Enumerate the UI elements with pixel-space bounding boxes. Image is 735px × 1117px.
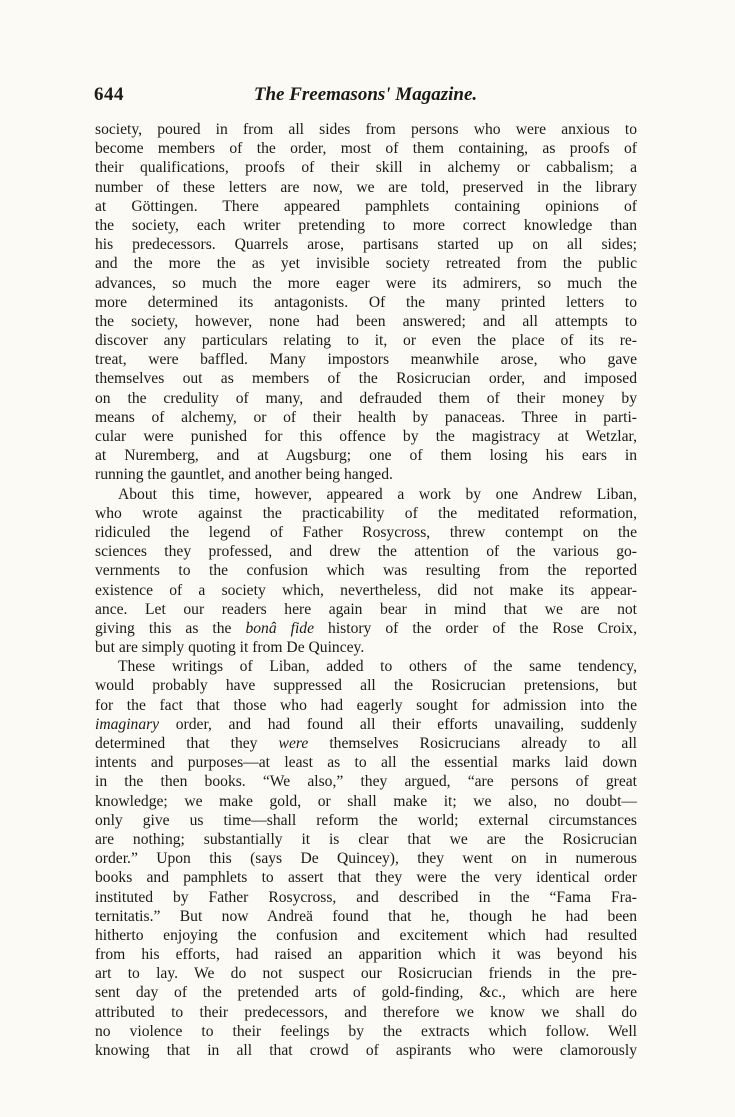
text-line: order.” Upon this (says De Quincey), they went on in numerous bbox=[95, 850, 637, 868]
text-line: instituted by Father Rosycross, and described in the “Fama Fra- bbox=[95, 888, 637, 906]
text-line: themselves out as members of the Rosicrucian order, and imposed bbox=[95, 370, 637, 388]
text-line: existence of a society which, nevertheless, did not make its appear- bbox=[95, 581, 637, 599]
text-line: sciences they professed, and drew the attention of the various go- bbox=[95, 543, 637, 561]
text-line: more determined its antagonists. Of the many printed letters to bbox=[95, 293, 637, 311]
text-line: ternitatis.” But now Andreä found that he, though he had been bbox=[95, 907, 637, 925]
text-line: discover any particulars relating to it, or even the place of its re- bbox=[95, 332, 637, 350]
text-line: for the fact that those who had eagerly sought for admission into the bbox=[95, 696, 637, 714]
text-line: his predecessors. Quarrels arose, partisans started up on all sides; bbox=[95, 236, 637, 254]
text-line: knowing that in all that crowd of aspirants who were clamorously bbox=[95, 1042, 637, 1059]
text-line: no violence to their feelings by the extracts which follow. Well bbox=[95, 1022, 637, 1040]
text-line: would probably have suppressed all the Rosicrucian pretensions, but bbox=[95, 677, 637, 695]
text-line: from his efforts, had raised an apparition which it was beyond his bbox=[95, 946, 637, 964]
text-line: hitherto enjoying the confusion and excitement which had resulted bbox=[95, 926, 637, 944]
text-line: at Nuremberg, and at Augsburg; one of them losing his ears in bbox=[95, 447, 637, 465]
italic-phrase: were bbox=[278, 735, 309, 752]
text-line: are nothing; substantially it is clear that we are the Rosicrucian bbox=[95, 830, 637, 848]
text-line: in the then books. “We also,” they argued, “are persons of great bbox=[95, 773, 637, 791]
text-segment: determined that they bbox=[95, 735, 279, 752]
running-title: The Freemasons' Magazine. bbox=[253, 84, 478, 105]
text-line: knowledge; we make gold, or shall make it; we also, no doubt— bbox=[95, 792, 637, 810]
text-line: only give us time—shall reform the world; external circumstances bbox=[95, 811, 637, 829]
text-line: These writings of Liban, added to others of the same tendency, bbox=[118, 658, 637, 676]
text-line: art to lay. We do not suspect our Rosicrucian friends in the pre- bbox=[95, 965, 637, 983]
text-segment: giving this as the bbox=[95, 619, 246, 637]
page-number: 644 bbox=[94, 84, 124, 105]
page-header bbox=[94, 84, 637, 110]
text-line bbox=[95, 619, 637, 638]
text-line: cular were punished for this offence by the magistracy at Wetzlar, bbox=[95, 428, 637, 445]
text-segment: history of the order of the Rose Croix, bbox=[314, 619, 637, 637]
text-line: the society, each writer pretending to more correct knowledge than bbox=[95, 216, 637, 234]
text-line: sent day of the pretended arts of gold-finding, &c., which are here bbox=[95, 984, 637, 1002]
text-line: attributed to their predecessors, and therefore we know we shall do bbox=[95, 1003, 637, 1021]
text-line: books and pamphlets to assert that they were the very identical order bbox=[95, 869, 637, 887]
text-line: society, poured in from all sides from persons who were anxious to bbox=[95, 121, 637, 138]
italic-phrase: imaginary bbox=[95, 715, 160, 733]
text-line: treat, were baffled. Many impostors meanwhile arose, who gave bbox=[95, 351, 637, 369]
text-line: ance. Let our readers here again bear in mind that we are not bbox=[95, 600, 637, 618]
text-line: vernments to the confusion which was resulting from the reported bbox=[95, 562, 637, 580]
text-line: the society, however, none had been answered; and all attempts to bbox=[95, 312, 637, 330]
text-line: running the gauntlet, and another being hanged. bbox=[95, 466, 393, 484]
italic-phrase: bonâ fide bbox=[245, 619, 315, 637]
text-line: but are simply quoting it from De Quincey. bbox=[95, 639, 365, 657]
text-line: become members of the order, most of them containing, as proofs of bbox=[95, 140, 637, 158]
text-line: number of these letters are now, we are told, preserved in the library bbox=[95, 178, 637, 196]
text-line: means of alchemy, or of their health by panaceas. Three in parti- bbox=[95, 408, 637, 426]
text-line: intents and purposes—at least as to all the essential marks laid down bbox=[95, 754, 637, 772]
text-line: advances, so much the more eager were its admirers, so much the bbox=[95, 274, 637, 292]
text-segment: themselves Rosicrucians already to all bbox=[308, 735, 637, 752]
text-line: About this time, however, appeared a work by one Andrew Liban, bbox=[118, 485, 637, 503]
text-line bbox=[95, 715, 637, 734]
text-line: ridiculed the legend of Father Rosycross, threw contempt on the bbox=[95, 523, 637, 541]
text-line: and the more the as yet invisible society retreated from the public bbox=[95, 255, 637, 273]
text-line bbox=[95, 734, 637, 753]
article-body bbox=[95, 120, 637, 1060]
text-line: their qualifications, proofs of their skill in alchemy or cabbalism; a bbox=[95, 159, 637, 177]
text-line: at Göttingen. There appeared pamphlets containing opinions of bbox=[95, 197, 637, 215]
text-line: who wrote against the practicability of the meditated reformation, bbox=[95, 504, 637, 522]
text-segment: order, and had found all their efforts unavailing, suddenly bbox=[159, 715, 637, 733]
text-line: on the credulity of many, and defrauded them of their money by bbox=[95, 389, 637, 407]
